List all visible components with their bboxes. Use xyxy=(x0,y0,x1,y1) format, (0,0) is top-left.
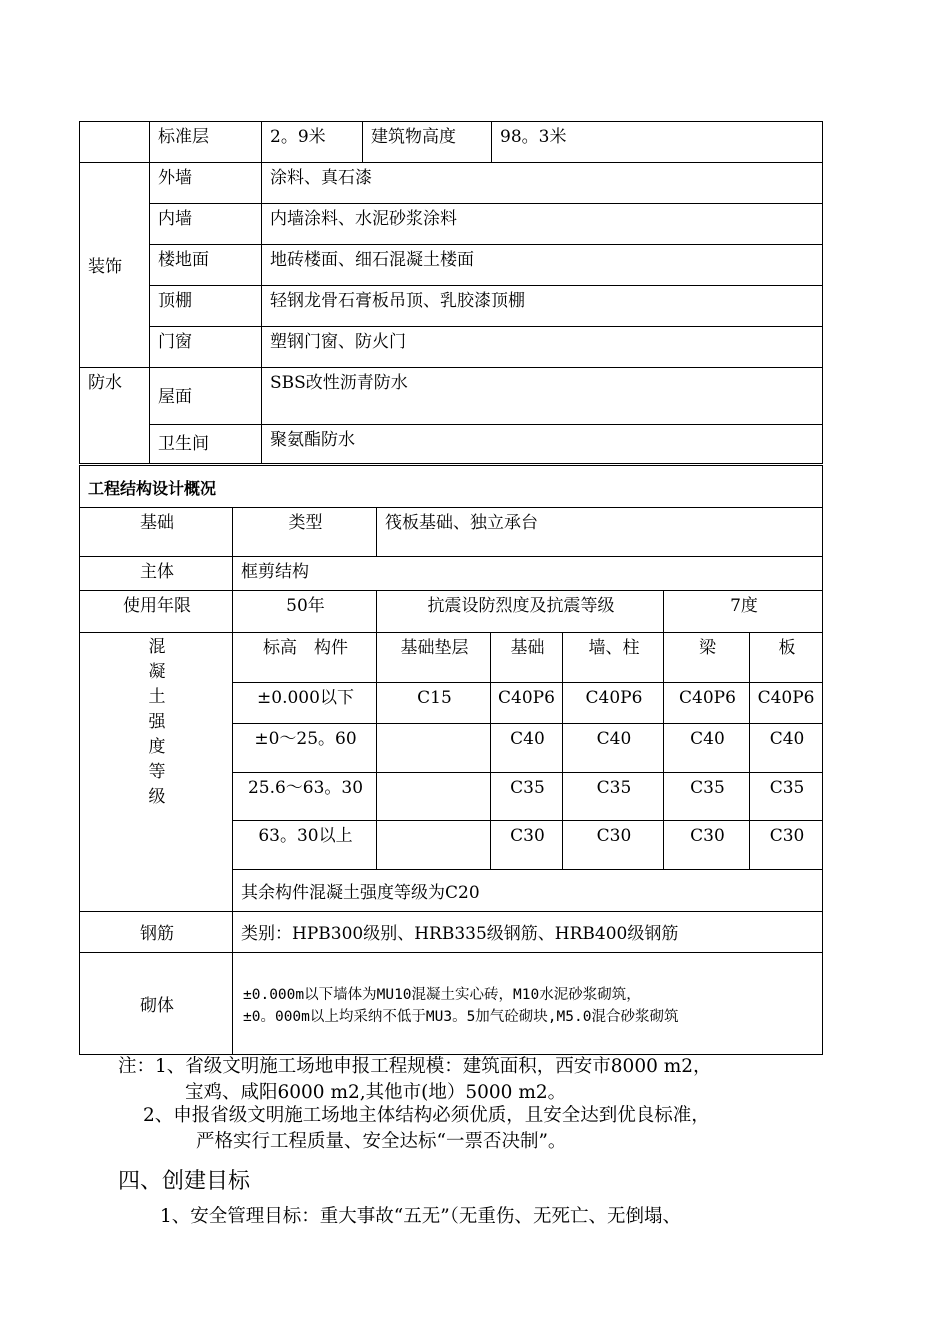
decoration-item-value: 内墙涂料、水泥砂浆涂料 xyxy=(262,204,823,245)
concrete-cell: C40P6 xyxy=(491,683,563,724)
masonry-label: 砌体 xyxy=(80,953,233,1055)
table-row xyxy=(80,466,823,508)
table-row xyxy=(80,368,823,425)
decoration-item-name: 外墙 xyxy=(150,163,262,204)
concrete-cell: C40 xyxy=(750,724,823,773)
main-structure-value: 框剪结构 xyxy=(233,557,823,591)
table-row xyxy=(80,508,823,557)
waterproof-item-value: SBS改性沥青防水 xyxy=(262,368,823,425)
concrete-cell: C40 xyxy=(491,724,563,773)
masonry-line-2: ±0。000m以上均采纳不低于MU3。5加气砼砌块,M5.0混合砂浆砌筑 xyxy=(243,1008,679,1025)
decoration-group-label: 装饰 xyxy=(80,163,150,368)
std-floor-label: 标准层 xyxy=(150,122,262,163)
concrete-cell: C40 xyxy=(563,724,664,773)
waterproof-group-label: 防水 xyxy=(80,368,150,464)
table-row xyxy=(80,633,823,683)
concrete-cell: C30 xyxy=(563,821,664,870)
concrete-cell: ±0～25。60 xyxy=(233,724,377,773)
foundation-value: 筏板基础、独立承台 xyxy=(377,508,823,557)
seismic-value: 7度 xyxy=(664,591,823,633)
concrete-cell: C35 xyxy=(664,773,750,821)
concrete-cell: C40P6 xyxy=(750,683,823,724)
concrete-cell: C30 xyxy=(750,821,823,870)
masonry-line-1: ±0.000m以下墙体为MU10混凝土实心砖，M10水泥砂浆砌筑， xyxy=(243,986,641,1003)
concrete-cell: C15 xyxy=(377,683,491,724)
note-1-line-2: 宝鸡、咸阳6000 m2,其他市(地）5000 m2。 xyxy=(185,1082,567,1103)
decoration-item-name: 顶棚 xyxy=(150,286,262,327)
table-row xyxy=(80,912,823,953)
table-row xyxy=(80,286,823,327)
concrete-header: 标高 构件 xyxy=(233,633,377,683)
concrete-cell xyxy=(377,724,491,773)
table-row xyxy=(80,425,823,464)
rebar-value: 类别：HPB300级别、HRB335级钢筋、HRB400级钢筋 xyxy=(233,912,823,953)
concrete-cell: C30 xyxy=(491,821,563,870)
note-2-line-1: 2、申报省级文明施工场地主体结构必须优质，且安全达到优良标准， xyxy=(143,1105,710,1126)
section-4-item-1: 1、安全管理目标：重大事故“五无”（无重伤、无死亡、无倒塌、 xyxy=(160,1206,681,1227)
service-life-label: 使用年限 xyxy=(80,591,233,633)
building-height-value: 98。3米 xyxy=(492,122,823,163)
concrete-grade-label-text: 混凝土强度等级 xyxy=(148,637,166,807)
concrete-cell: C35 xyxy=(563,773,664,821)
concrete-grade-label xyxy=(80,633,233,912)
waterproof-item-value: 聚氨酯防水 xyxy=(262,425,823,464)
table-row xyxy=(80,204,823,245)
foundation-label: 基础 xyxy=(80,508,233,557)
structure-section-title: 工程结构设计概况 xyxy=(80,466,823,508)
std-floor-height: 2。9米 xyxy=(262,122,363,163)
table-row xyxy=(80,557,823,591)
table-cell-empty xyxy=(80,122,150,163)
concrete-cell: 25.6～63。30 xyxy=(233,773,377,821)
table-row xyxy=(80,591,823,633)
decoration-item-name: 楼地面 xyxy=(150,245,262,286)
section-4-heading: 四、创建目标 xyxy=(118,1169,251,1194)
decoration-item-value: 涂料、真石漆 xyxy=(262,163,823,204)
note-2-line-2: 严格实行工程质量、安全达标“一票否决制”。 xyxy=(196,1131,567,1152)
service-life-value: 50年 xyxy=(233,591,377,633)
table-row xyxy=(80,245,823,286)
concrete-cell: C30 xyxy=(664,821,750,870)
decoration-item-value: 轻钢龙骨石膏板吊顶、乳胶漆顶棚 xyxy=(262,286,823,327)
concrete-cell: C40 xyxy=(664,724,750,773)
concrete-cell: C35 xyxy=(491,773,563,821)
concrete-cell xyxy=(377,821,491,870)
decoration-item-name: 门窗 xyxy=(150,327,262,368)
table-row xyxy=(80,327,823,368)
decoration-item-value: 塑钢门窗、防火门 xyxy=(262,327,823,368)
concrete-other-note: 其余构件混凝土强度等级为C20 xyxy=(233,870,823,912)
concrete-header: 基础垫层 xyxy=(377,633,491,683)
concrete-header: 基础 xyxy=(491,633,563,683)
concrete-cell: C40P6 xyxy=(563,683,664,724)
decoration-item-value: 地砖楼面、细石混凝土楼面 xyxy=(262,245,823,286)
main-structure-label: 主体 xyxy=(80,557,233,591)
building-height-label: 建筑物高度 xyxy=(363,122,492,163)
concrete-cell: 63。30以上 xyxy=(233,821,377,870)
rebar-label: 钢筋 xyxy=(80,912,233,953)
concrete-cell: ±0.000以下 xyxy=(233,683,377,724)
waterproof-item-name: 屋面 xyxy=(150,368,262,425)
concrete-header: 梁 xyxy=(664,633,750,683)
concrete-cell: C40P6 xyxy=(664,683,750,724)
table-row xyxy=(80,163,823,204)
seismic-label: 抗震设防烈度及抗震等级 xyxy=(377,591,664,633)
concrete-cell: C35 xyxy=(750,773,823,821)
note-1-line-1: 注：1、省级文明施工场地申报工程规模：建筑面积，西安市8000 m2， xyxy=(118,1056,712,1077)
masonry-value xyxy=(233,953,823,1055)
building-overview-table xyxy=(79,121,823,464)
table-row xyxy=(80,122,823,163)
decoration-item-name: 内墙 xyxy=(150,204,262,245)
concrete-header: 墙、柱 xyxy=(563,633,664,683)
structure-design-table xyxy=(79,465,823,1055)
concrete-cell xyxy=(377,773,491,821)
waterproof-item-name: 卫生间 xyxy=(150,425,262,464)
foundation-type-label: 类型 xyxy=(233,508,377,557)
concrete-header: 板 xyxy=(750,633,823,683)
table-row xyxy=(80,953,823,1055)
